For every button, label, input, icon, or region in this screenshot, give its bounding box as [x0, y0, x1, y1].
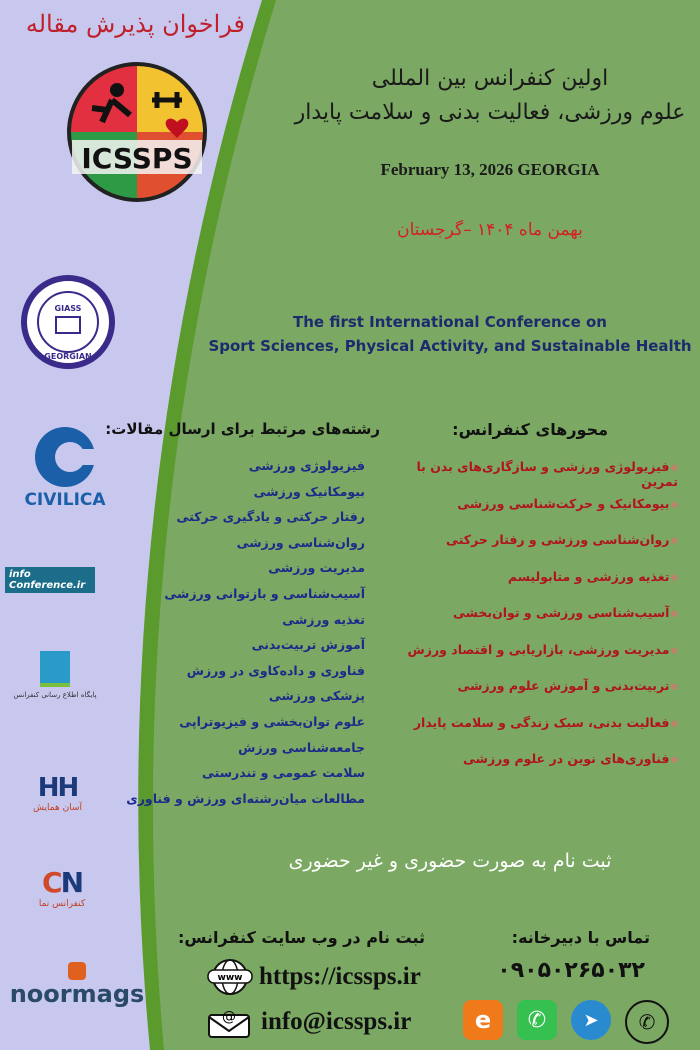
giass-logo: [8, 275, 128, 370]
axes-item: ❋ مدیریت ورزشی، بازاریابی و اقتصاد ورزش: [378, 642, 678, 679]
whatsapp-icon[interactable]: ✆: [517, 1000, 557, 1040]
eitaa-icon[interactable]: e: [463, 1000, 503, 1040]
contact-icons: [463, 1000, 669, 1044]
fields-item: روان‌شناسی ورزشی: [236, 534, 365, 550]
fields-item: تغذیه ورزشی: [282, 611, 365, 627]
email-link[interactable]: [207, 1005, 411, 1039]
fields-item: علوم توان‌بخشی و فیزیوتراپی: [179, 713, 365, 729]
conference-title-en: [200, 310, 700, 358]
contact-heading: تماس با دبیرخانه:: [511, 928, 650, 947]
email-address[interactable]: info@icssps.ir: [261, 1008, 412, 1035]
call-for-papers: فراخوان پذیرش مقاله: [25, 10, 245, 38]
conferencealir-logo: پایگاه اطلاع رسانی کنفرانس: [5, 640, 105, 710]
conference-date-fa: بهمن ماه ۱۴۰۴ –گرجستان: [397, 220, 583, 240]
axes-heading: محورهای کنفرانس:: [452, 420, 608, 439]
fields-item: آموزش تربیت‌بدنی: [251, 637, 365, 653]
fields-item: آسیب‌شناسی و بازتوانی ورزشی: [164, 585, 365, 601]
fields-item: فناوری و داده‌کاوی در ورزش: [186, 662, 365, 678]
civilica-logo: CIVILICA: [10, 420, 120, 515]
registration-mode: ثبت نام به صورت حضوری و غیر حضوری: [288, 850, 612, 872]
title-en-line-2: Sport Sciences, Physical Activity, and Sustainable Health: [208, 337, 692, 355]
axes-item: ❋ بیومکانیک و حرکت‌شناسی ورزشی: [378, 496, 678, 533]
infoconference-logo: info Conference.ir: [5, 555, 95, 605]
axes-item: ❋ فیزیولوژی ورزشی و سازگاری‌های بدن با تمرین: [378, 459, 678, 496]
fields-item: مطالعات میان‌رشته‌ای ورزش و فناوری: [126, 790, 365, 806]
svg-text:@: @: [222, 1009, 236, 1025]
svg-text:GIASS: GIASS: [54, 304, 82, 313]
fields-item: بیومکانیک ورزشی: [253, 483, 365, 499]
fields-item: رفتار حرکتی و یادگیری حرکتی: [176, 509, 365, 525]
conference-date-en: February 13, 2026 GEORGIA: [380, 160, 600, 179]
telegram-icon[interactable]: ➤: [571, 1000, 611, 1040]
email-envelope-icon: [207, 1005, 251, 1039]
conference-axes: [378, 420, 678, 788]
related-fields: [100, 420, 380, 816]
axes-item: ❋ فناوری‌های نوین در علوم ورزشی: [378, 751, 678, 788]
conferencenama-logo: CN کنفرانس نما: [38, 866, 86, 909]
fields-item: پزشکی ورزشی: [268, 688, 365, 704]
axes-item: ❋ تغذیه ورزشی و متابولیسم: [378, 569, 678, 606]
fields-item: سلامت عمومی و تندرستی: [202, 765, 365, 781]
website-heading: ثبت نام در وب سایت کنفرانس:: [177, 928, 425, 947]
phone-icon[interactable]: ✆: [625, 1000, 669, 1044]
axes-item: ❋ آسیب‌شناسی ورزشی و توان‌بخشی: [378, 605, 678, 642]
logo-text: ICSSPS: [81, 142, 193, 175]
title-en-line-1: The first International Conference on: [293, 313, 607, 331]
title-line-2: علوم ورزشی، فعالیت بدنی و سلامت پایدار: [294, 100, 686, 125]
noormags-logo: noormags: [12, 955, 142, 1015]
svg-text:www: www: [217, 973, 243, 983]
phone-number[interactable]: ۰۹۰۵۰۲۶۵۰۳۲: [497, 958, 645, 983]
website-url[interactable]: https://icssps.ir: [259, 963, 421, 990]
conference-title-fa: [290, 62, 690, 130]
title-line-1: اولین کنفرانس بین المللی: [371, 66, 609, 91]
fields-item: مدیریت ورزشی: [268, 560, 365, 576]
globe-www-icon: [207, 958, 253, 996]
fields-item: جامعه‌شناسی ورزش: [238, 739, 365, 755]
axes-item: ❋ تربیت‌بدنی و آموزش علوم ورزشی: [378, 678, 678, 715]
axes-item: ❋ فعالیت بدنی، سبک زندگی و سلامت پایدار: [378, 715, 678, 752]
svg-text:GEORGIAN: GEORGIAN: [44, 352, 92, 361]
website-link[interactable]: [207, 958, 421, 996]
fields-item: فیزیولوژی ورزشی: [248, 458, 365, 473]
ahan-hamayesh-logo: HH آسان همایش: [33, 772, 82, 813]
icssps-logo: [62, 60, 212, 205]
fields-heading: رشته‌های مرتبط برای ارسال مقالات:: [105, 420, 380, 438]
axes-item: ❋ روان‌شناسی ورزشی و رفتار حرکتی: [378, 532, 678, 569]
